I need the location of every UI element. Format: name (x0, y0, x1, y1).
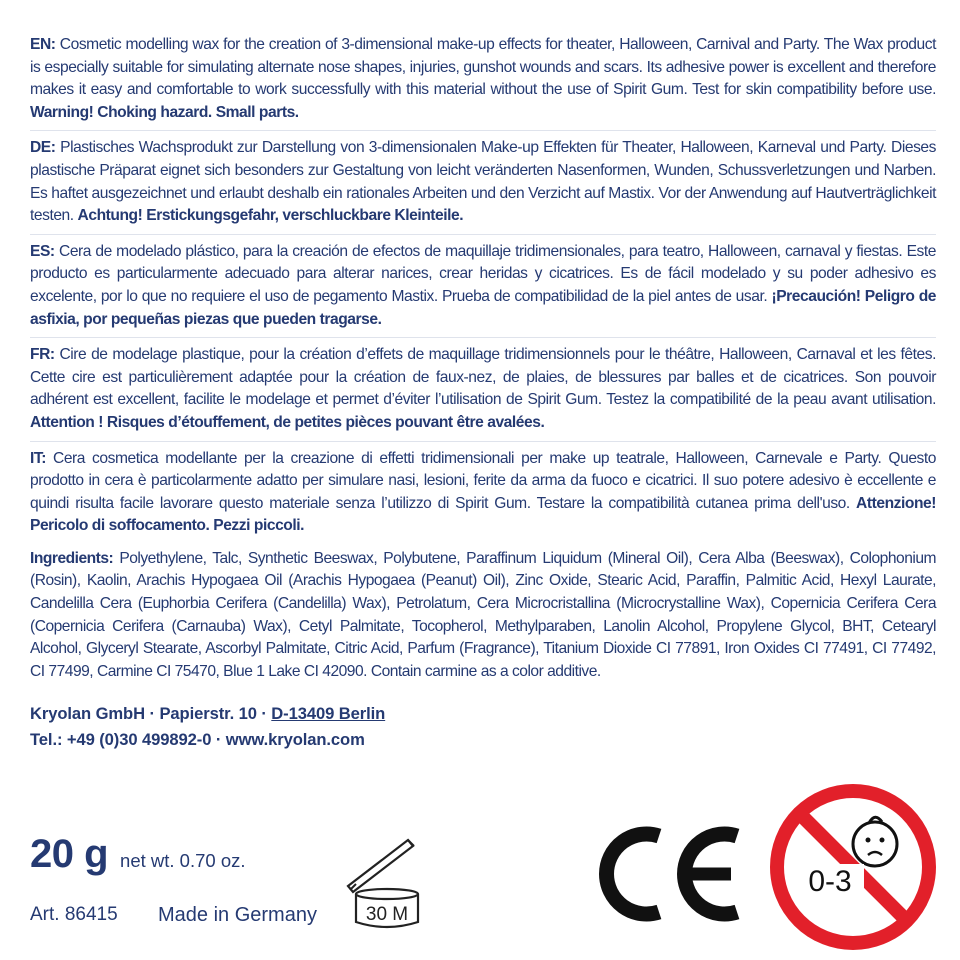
baby-face-icon (853, 817, 897, 866)
company-website[interactable]: www.kryolan.com (225, 730, 365, 750)
section-warning: Warning! Choking hazard. Small parts. (30, 103, 299, 121)
ce-mark-icon (597, 822, 742, 926)
company-city: D-13409 Berlin (271, 704, 386, 724)
period-after-opening-icon (342, 834, 432, 934)
section-es (30, 241, 936, 331)
company-street: Papierstr. 10 (159, 704, 257, 724)
section-de (30, 137, 936, 227)
section-warning: Attention ! Risques d’étouffement, de petites pièces pouvant être avalées. (30, 413, 545, 431)
section-body: Cire de modelage plastique, pour la création d’effets de maquillage tridimensionnels pour le théâtre, Halloween, Carnaval et les fêtes. Cette cire est particulièrement adaptée pour la création de faux-nez, de plaies, de blessures par balles et de cicatrices. Son pouvoir adhérent est excellent, facilite le modelage et permet d’éviter l’utilisation de Spirit Gum. Testez la compatibilité de la peau avant utilisation. (30, 346, 936, 409)
section-fr (30, 344, 936, 434)
section-body: Cosmetic modelling wax for the creation of 3-dimensional make-up effects for theater, Halloween, Carnival and Party. The Wax product is especially suitable for simulating alternate nose shapes, injuries, gunshot wounds and scars. Its adhesive power is excellent and therefore makes it easy and comfortable to work successfully with this material without the use of Spirit Gum. Test for skin compatibility before use. (30, 36, 936, 99)
section-code: FR: (30, 346, 55, 364)
section-code: ES: (30, 242, 55, 260)
age-warning-icon (768, 782, 938, 952)
company-name: Kryolan GmbH (30, 704, 145, 724)
section-warning: Achtung! Erstickungsgefahr, verschluckbare Kleinteile. (77, 207, 464, 225)
company-phone: Tel.: +49 (0)30 499892-0 (30, 730, 212, 750)
net-weight (30, 832, 246, 877)
jar-lid (348, 840, 413, 892)
separator-dot: · (211, 730, 226, 750)
section-code: DE: (30, 139, 56, 157)
section-warning: Attenzione! Pericolo di soffocamento. Pezzi piccoli. (30, 494, 936, 535)
divider (30, 441, 936, 442)
company-address (30, 701, 936, 727)
section-code: EN: (30, 36, 56, 53)
jar-rim (356, 889, 418, 899)
divider (30, 337, 936, 338)
section-body: Plastisches Wachsprodukt zur Darstellung von 3-dimensionalen Make-up Effekten für Theater, Halloween, Karneval und Party. Dieses plastische Präparat eignet sich besonders zur Gestaltung von leicht veränderten Nasenformen, Wunden, Schussverletzungen und Narben. Es haftet ausgezeichnet und erlaubt deshalb ein rationales Arbeiten und den Verzicht auf Mastix. Vor der Anwendung auf Hautverträglichkeit testen. (30, 139, 936, 225)
ingredients-label: Ingredients: (30, 549, 114, 567)
weight-value: 20 g (30, 832, 109, 876)
weight-oz: net wt. 0.70 oz. (120, 850, 246, 871)
separator-dot: · (256, 704, 272, 724)
company-contact (30, 727, 936, 753)
section-warning: ¡Precaución! Peligro de asfixia, por pequeñas piezas que pueden tragarse. (30, 287, 937, 328)
section-it (30, 448, 936, 538)
article-number: Art. 86415 (30, 904, 118, 925)
section-body: Cera de modelado plástico, para la creación de efectos de maquillaje tridimensionales, para teatro, Halloween, carnaval y fiestas. Este producto es particularmente adecuado para alterar narices, crear heridas y cicatrices. Es de fácil modelado y su poder adhesivo es excelente, por lo que no requiere el uso de pegamento Mastix. Prueba de compatibilidad de la piel antes de usar. (30, 242, 936, 305)
separator-dot: · (144, 704, 160, 724)
ingredients-list: Polyethylene, Talc, Synthetic Beeswax, Polybutene, Paraffinum Liquidum (Mineral Oil), Cera Alba (Beeswax), Colophonium (Rosin), Kaolin, Arachis Hypogaea Oil (Arachis Hypogaea (Peanut) Oil), Zinc Oxide, Stearic Acid, Paraffin, Palmitic Acid, Hexyl Laurate, Candelilla Cera (Euphorbia Cerifera (Candelilla) Wax), Petrolatum, Cera Microcristallina (Microcrystalline Wax), Copernicia Cerifera Cera (Copernicia Cerifera (Carnauba) Wax), Cetyl Palmitate, Tocopherol, Methylparaben, Lanolin Alcohol, Propylene Glycol, BHT, Cetearyl Alcohol, Glyceryl Stearate, Ascorbyl Palmitate, Citric Acid, Parfum (Fragrance), Titanium Dioxide CI 77891, Iron Oxides CI 77491, CI 77492, CI 77499, Carmine CI 75470, Blue 1 Lake CI 42090. Contain carmine as a color additive. (30, 549, 936, 680)
pao-label: 30 M (365, 904, 409, 925)
section-en (30, 34, 936, 124)
ce-letter-c (607, 834, 659, 914)
age-label: 0-3 (808, 865, 852, 898)
made-in: Made in Germany (158, 904, 317, 926)
divider (30, 130, 936, 131)
ingredients (30, 548, 936, 684)
section-body: Cera cosmetica modellante per la creazione di effetti tridimensionali per make up teatrale, Halloween, Carnevale e Party. Questo prodotto in cera è particolarmente adatto per simulare nasi, lesioni, ferite da arma da fuoco e cicatrici. Il suo potere adesivo è eccellente e quindi risulta facile lavorare questo materiale senza l’utilizzo di Spirit Gum. Testare la compatibilità cutanea prima dell'uso. (30, 449, 936, 512)
company-info (30, 701, 936, 753)
label-text-block (30, 34, 936, 753)
divider (30, 234, 936, 235)
lid-edge (350, 840, 414, 890)
section-code: IT: (30, 449, 46, 467)
